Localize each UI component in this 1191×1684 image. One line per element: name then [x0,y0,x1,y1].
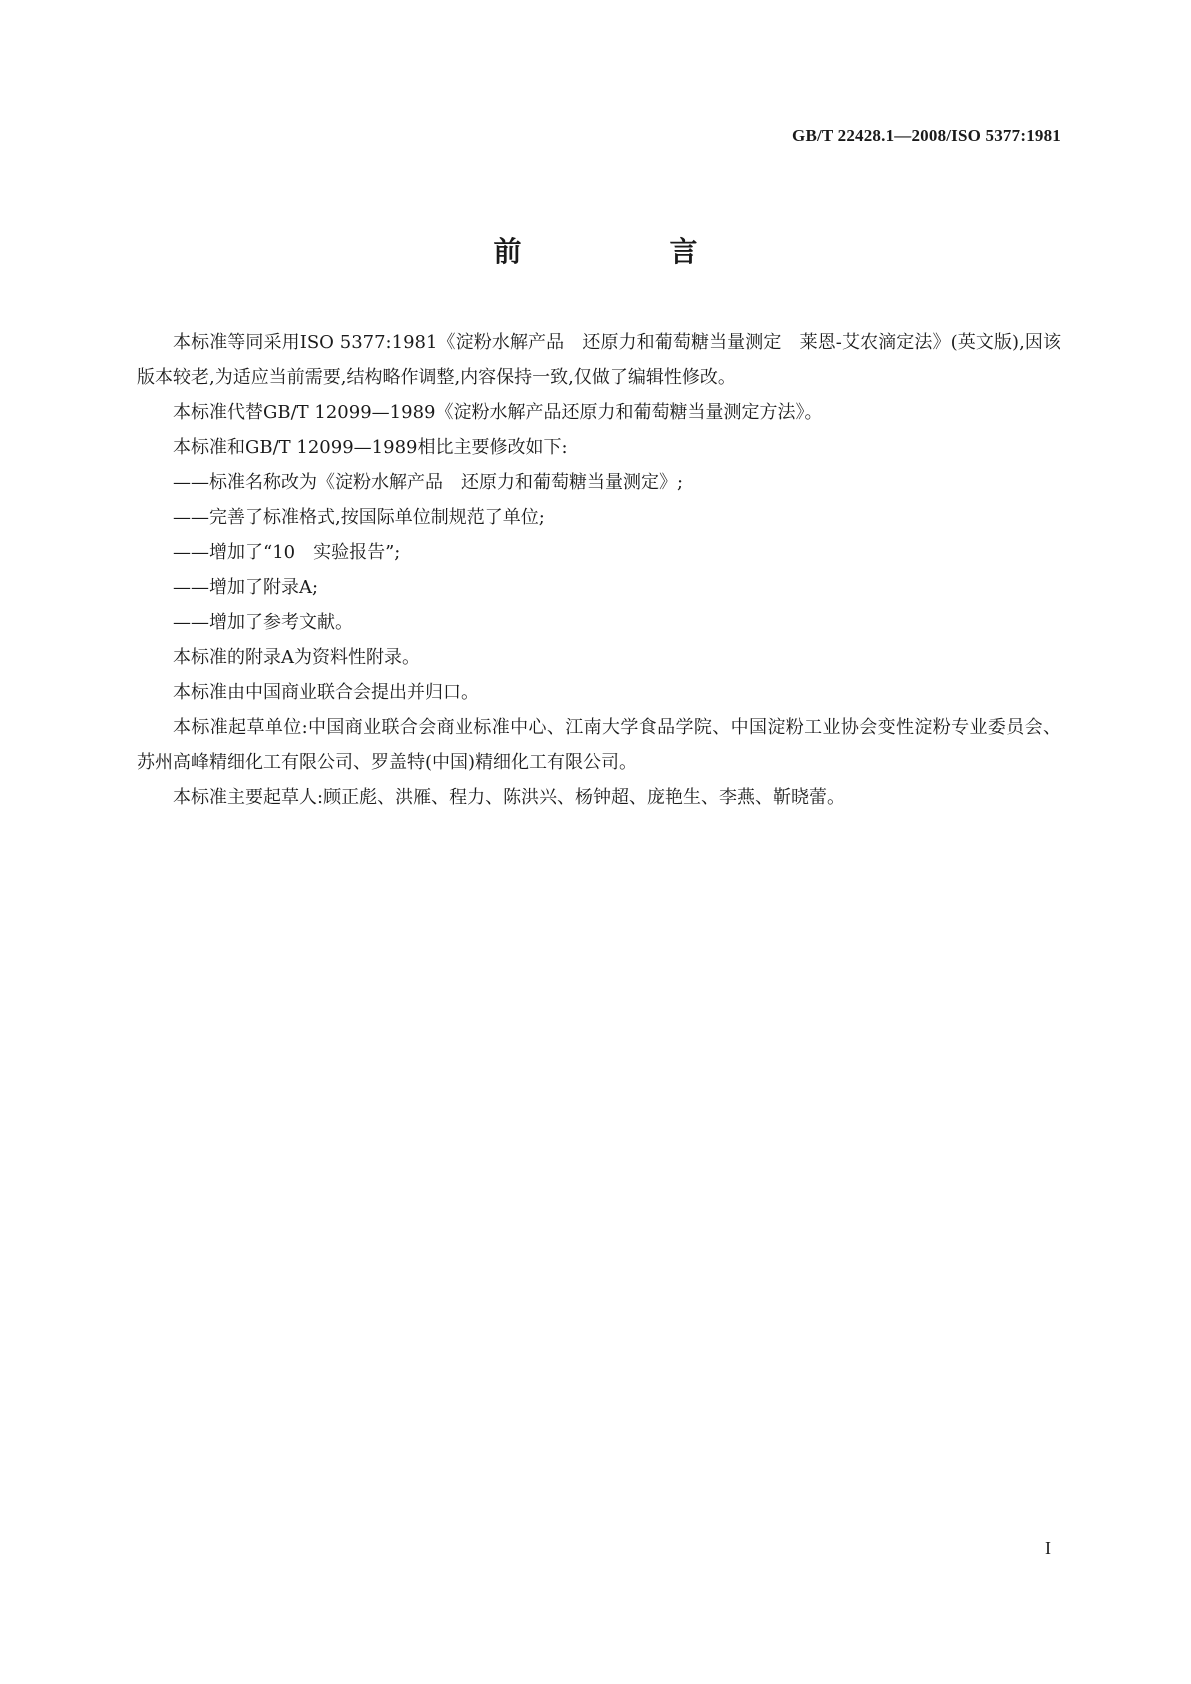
list-item-change-references: ——增加了参考文献。 [173,612,353,633]
list-item-change-annex: ——增加了附录A; [173,577,319,598]
foreword-body [137,325,1061,815]
list-item-change-report: ——增加了“10 实验报告”; [173,542,401,563]
paragraph-annex: 本标准的附录A为资料性附录。 [173,647,420,668]
page-number: I [1045,1538,1051,1558]
paragraph-drafters: 本标准主要起草人:顾正彪、洪雁、程力、陈洪兴、杨钟超、庞艳生、李燕、靳晓蕾。 [173,787,846,808]
list-item-change-format: ——完善了标准格式,按国际单位制规范了单位; [173,507,545,528]
page-title: 前 言 [493,235,758,268]
paragraph-adoption: 本标准等同采用ISO 5377:1981《淀粉水解产品 还原力和葡萄糖当量测定 莱恩-艾农滴定法》(英文版),因该版本较老,为适应当前需要,结构略作调整,内容保持一致,仅做了编辑性修改。 [137,332,1061,388]
paragraph-proposer: 本标准由中国商业联合会提出并归口。 [173,682,479,703]
list-item-change-name: ——标准名称改为《淀粉水解产品 还原力和葡萄糖当量测定》; [173,472,684,493]
paragraph-replaces: 本标准代替GB/T 12099—1989《淀粉水解产品还原力和葡萄糖当量测定方法》。 [173,402,823,423]
paragraph-changes-intro: 本标准和GB/T 12099—1989相比主要修改如下: [173,437,568,458]
standard-code: GB/T 22428.1—2008/ISO 5377:1981 [792,126,1061,145]
paragraph-drafting-units: 本标准起草单位:中国商业联合会商业标准中心、江南大学食品学院、中国淀粉工业协会变性淀粉专业委员会、苏州高峰精细化工有限公司、罗盖特(中国)精细化工有限公司。 [137,717,1061,773]
